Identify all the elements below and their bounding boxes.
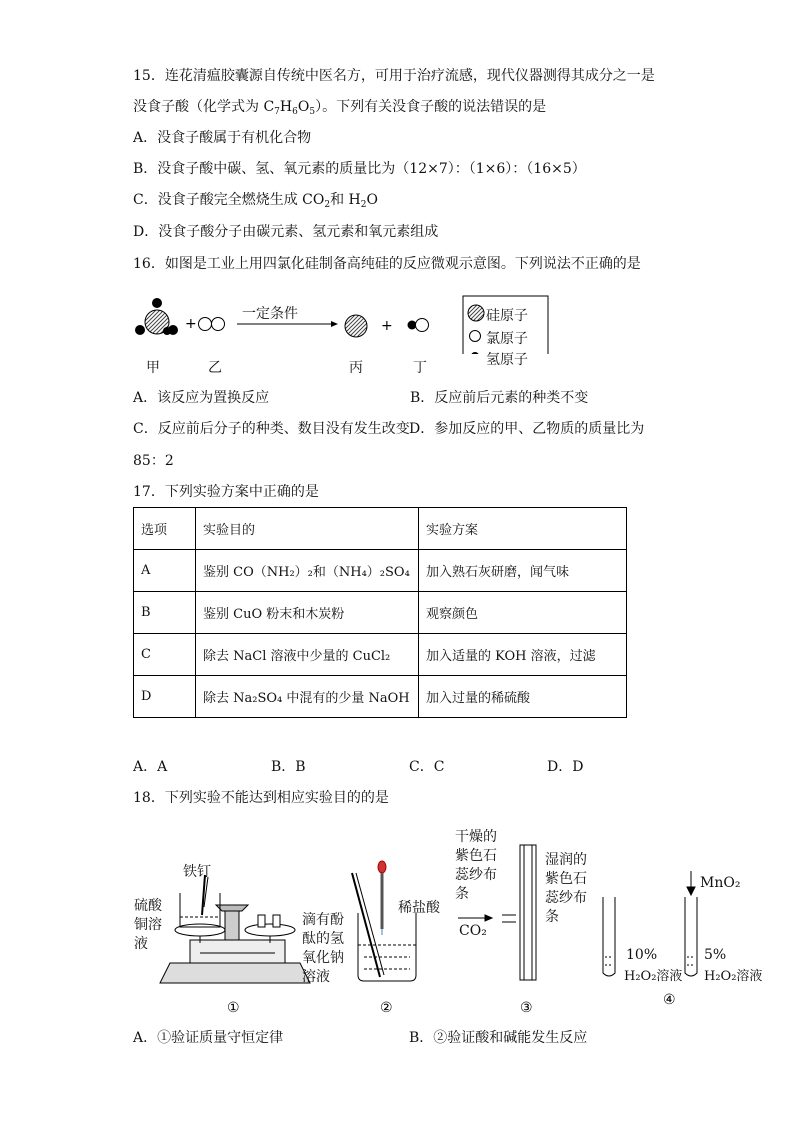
legend-h: 氢原子 (486, 352, 528, 368)
label-hcl: 稀盐酸 (398, 900, 440, 916)
label-h2o2-2: H₂O₂溶液 (704, 969, 763, 984)
molecule-jia-icon (135, 298, 178, 335)
q15-option-a: A．没食子酸属于有机化合物 (133, 130, 312, 146)
table-header-row (134, 508, 627, 550)
q15-option-c: C．没食子酸完全燃烧生成 $CO_2$和 $H_2O$ (133, 192, 378, 210)
diagram-number-1: ① (227, 1000, 240, 1015)
header-cell: 实验方案 (419, 508, 627, 550)
q16-option-d: D．参加反应的甲、乙物质的质量比为 (409, 421, 645, 437)
molecule-bing-icon (345, 315, 367, 337)
q17-stem: 17．下列实验方案中正确的是 (133, 484, 319, 500)
table-cell: 鉴别 CuO 粉末和木炭粉 (196, 592, 419, 634)
q15-option-d: D．没食子酸分子由碳元素、氢元素和氧元素组成 (133, 224, 439, 240)
legend-cl: 氯原子 (486, 331, 528, 347)
molecule-yi-icon (199, 318, 225, 331)
label-5pct: 5% (704, 947, 727, 963)
label-wet-3: 蕊纱布 (545, 890, 587, 906)
label-naoh-3: 氧化钠 (302, 950, 344, 966)
label-cuso4-3: 液 (134, 936, 148, 952)
label-h2o2-1: H₂O₂溶液 (624, 969, 683, 984)
table-cell: 鉴别 CO（NH₂）₂和（NH₄）₂SO₄ (196, 550, 419, 592)
diagram-number-3: ③ (520, 1000, 533, 1015)
table-row (134, 634, 627, 676)
label-naoh-4: 溶液 (302, 969, 330, 985)
label-naoh-2: 酞的氢 (302, 931, 344, 947)
table-cell: 加入适量的 KOH 溶液，过滤 (419, 634, 627, 676)
label-10pct: 10% (626, 947, 658, 963)
q17-choice-d: D．D (547, 759, 584, 775)
reaction-condition: 一定条件 (242, 306, 298, 322)
label-bing: 丙 (349, 360, 363, 376)
label-cuso4-1: 硫酸 (134, 898, 162, 914)
q15-stem-line2: 没食子酸（化学式为 $C_7H_6O_5$）。下列有关没食子酸的说法错误的是 (133, 99, 547, 117)
label-dry-3: 蕊纱布 (455, 867, 497, 883)
label-yi: 乙 (208, 360, 222, 376)
q15-option-b: B．没食子酸中碳、氢、氧元素的质量比为（12×7）：（1×6）：（16×5） (133, 161, 586, 177)
q16-stem: 16．如图是工业上用四氯化硅制备高纯硅的反应微观示意图。下列说法不正确的是 (133, 256, 641, 272)
table-cell: 加入熟石灰研磨，闻气味 (419, 550, 627, 592)
legend-si: 硅原子 (486, 308, 528, 324)
table-row (134, 676, 627, 718)
q16-option-a: A．该反应为置换反应 (133, 390, 270, 406)
balance-icon (160, 875, 310, 983)
label-ding: 丁 (413, 360, 427, 376)
q16-option-d-cont: 85：2 (133, 453, 174, 469)
header-cell: 选项 (134, 508, 196, 550)
label-wet-1: 湿润的 (545, 852, 587, 868)
label-dry-2: 紫色石 (455, 848, 497, 864)
svg-text:+: + (185, 316, 197, 332)
diagram-number-4: ④ (663, 992, 676, 1008)
q17-choice-a: A．A (133, 759, 168, 775)
q18-stem: 18．下列实验不能达到相应实验目的的是 (133, 790, 389, 806)
label-cuso4-2: 铜溶 (134, 917, 162, 933)
table-cell: D (134, 676, 196, 718)
svg-text:+: + (381, 318, 393, 334)
label-wet-4: 条 (545, 909, 559, 925)
q18-option-a: A．①验证质量守恒定律 (133, 1030, 284, 1046)
label-wet-2: 紫色石 (545, 871, 587, 887)
table-row (134, 550, 627, 592)
label-co2: CO₂ (459, 923, 487, 939)
beaker-dropper-icon (352, 861, 416, 981)
label-jia: 甲 (146, 360, 160, 376)
label-iron-nail: 铁钉 (183, 864, 211, 880)
label-mno2: MnO₂ (700, 875, 741, 891)
table-cell: B (134, 592, 196, 634)
molecule-ding-icon (408, 319, 429, 332)
q15-stem-line1: 15．连花清瘟胶囊源自传统中医名方，可用于治疗流感，现代仪器测得其成分之一是 (133, 68, 655, 84)
table-cell: 加入过量的稀硫酸 (419, 676, 627, 718)
table-cell: C (134, 634, 196, 676)
label-dry-1: 干燥的 (455, 829, 497, 845)
q17-choice-b: B．B (271, 759, 306, 775)
table-row (134, 592, 627, 634)
q16-option-c: C．反应前后分子的种类、数目没有发生改变 (133, 421, 410, 437)
q17-table (133, 507, 627, 718)
table-cell: 除去 Na₂SO₄ 中混有的少量 NaOH (196, 676, 419, 718)
table-cell: 观察颜色 (419, 592, 627, 634)
diagram-number-2: ② (380, 1000, 393, 1015)
header-cell: 实验目的 (196, 508, 419, 550)
label-naoh-1: 滴有酚 (302, 912, 344, 928)
label-dry-4: 条 (455, 886, 469, 902)
table-cell: 除去 NaCl 溶液中少量的 CuCl₂ (196, 634, 419, 676)
table-cell: A (134, 550, 196, 592)
q17-choice-c: C．C (409, 759, 445, 775)
q18-option-b: B．②验证酸和碱能发生反应 (409, 1030, 588, 1046)
q16-option-b: B．反应前后元素的种类不变 (410, 390, 589, 406)
